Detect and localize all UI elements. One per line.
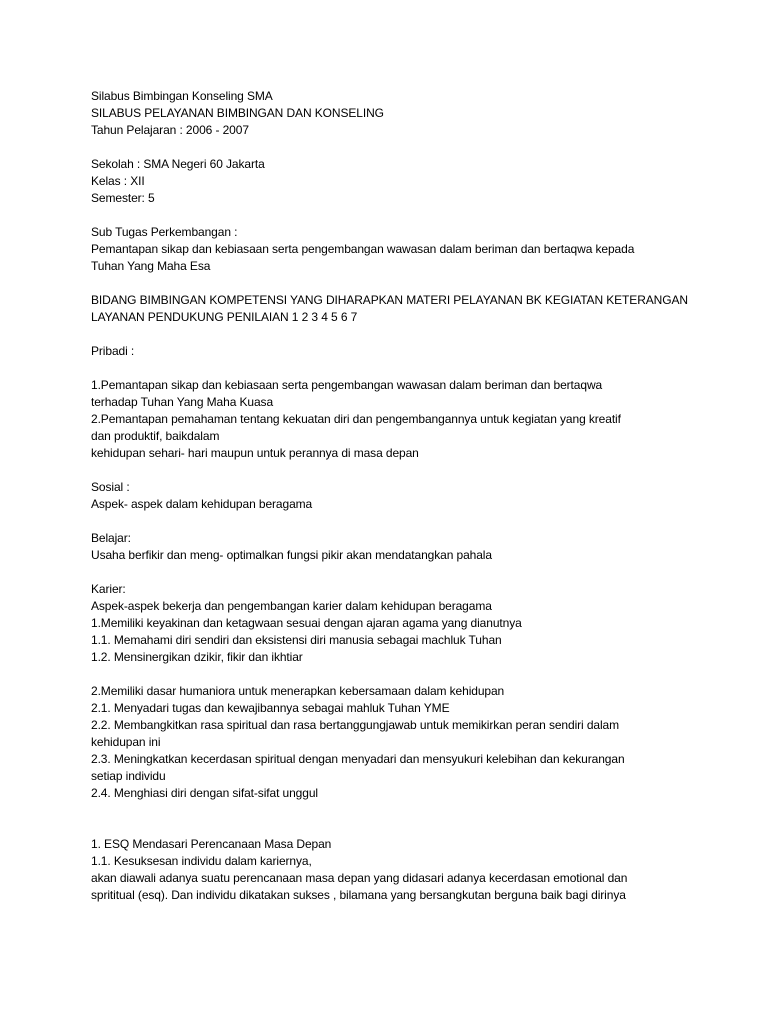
pribadi-item: dan produktif, baikdalam xyxy=(91,429,220,443)
pribadi-item: terhadap Tuhan Yang Maha Kuasa xyxy=(91,395,274,409)
spacer xyxy=(91,802,691,836)
karier-item: 1.1. Memahami diri sendiri dan eksistensi diri manusia sebagai machluk Tuhan xyxy=(91,633,502,647)
humaniora-item: 2.1. Menyadari tugas dan kewajibannya sebagai mahluk Tuhan YME xyxy=(91,701,450,715)
humaniora-item: 2.3. Meningkatkan kecerdasan spiritual dengan menyadari dan mensyukuri kelebihan dan kekurangan xyxy=(91,752,625,766)
humaniora-item: 2.Memiliki dasar humaniora untuk menerapkan kebersamaan dalam kehidupan xyxy=(91,684,505,698)
esq-item: 1.1. Kesuksesan individu dalam kariernya, xyxy=(91,854,312,868)
document-subtitle: SILABUS PELAYANAN BIMBINGAN DAN KONSELING xyxy=(91,106,384,120)
spacer xyxy=(91,360,691,377)
school-name: Sekolah : SMA Negeri 60 Jakarta xyxy=(91,157,265,171)
sosial-section xyxy=(91,479,691,513)
document-page xyxy=(91,88,691,904)
bidang-section xyxy=(91,292,691,326)
pribadi-heading: Pribadi : xyxy=(91,344,135,358)
spacer xyxy=(91,139,691,156)
humaniora-item: 2.2. Membangkitkan rasa spiritual dan rasa bertanggungjawab untuk memikirkan peran sendiri dalam xyxy=(91,718,620,732)
spacer xyxy=(91,207,691,224)
karier-heading: Karier: xyxy=(91,582,126,596)
spacer xyxy=(91,666,691,683)
spacer xyxy=(91,275,691,292)
sub-tugas-heading: Sub Tugas Perkembangan : xyxy=(91,225,238,239)
spacer xyxy=(91,462,691,479)
karier-section xyxy=(91,581,691,666)
spacer xyxy=(91,564,691,581)
esq-text: akan diawali adanya suatu perencanaan masa depan yang didasari adanya kecerdasan emotional dan xyxy=(91,871,628,885)
humaniora-item: kehidupan ini xyxy=(91,735,161,749)
belajar-section xyxy=(91,530,691,564)
document-header xyxy=(91,88,691,139)
spacer xyxy=(91,326,691,343)
spacer xyxy=(91,513,691,530)
academic-year: Tahun Pelajaran : 2006 - 2007 xyxy=(91,123,249,137)
karier-item: 1.Memiliki keyakinan dan ketagwaan sesuai dengan ajaran agama yang dianutnya xyxy=(91,616,522,630)
belajar-heading: Belajar: xyxy=(91,531,131,545)
semester-info: Semester: 5 xyxy=(91,191,155,205)
pribadi-item: 1.Pemantapan sikap dan kebiasaan serta pengembangan wawasan dalam beriman dan bertaqwa xyxy=(91,378,603,392)
class-info: Kelas : XII xyxy=(91,174,145,188)
pribadi-item: kehidupan sehari- hari maupun untuk perannya di masa depan xyxy=(91,446,419,460)
humaniora-item: 2.4. Menghiasi diri dengan sifat-sifat unggul xyxy=(91,786,318,800)
sosial-text: Aspek- aspek dalam kehidupan beragama xyxy=(91,497,313,511)
school-info xyxy=(91,156,691,207)
esq-heading: 1. ESQ Mendasari Perencanaan Masa Depan xyxy=(91,837,332,851)
sub-tugas-section xyxy=(91,224,691,275)
karier-item: 1.2. Mensinergikan dzikir, fikir dan ikhtiar xyxy=(91,650,303,664)
bidang-header-line: LAYANAN PENDUKUNG PENILAIAN 1 2 3 4 5 6 7 xyxy=(91,310,358,324)
esq-section xyxy=(91,836,691,904)
sub-tugas-text: Tuhan Yang Maha Esa xyxy=(91,259,211,273)
belajar-text: Usaha berfikir dan meng- optimalkan fungsi pikir akan mendatangkan pahala xyxy=(91,548,492,562)
pribadi-section xyxy=(91,377,691,462)
sub-tugas-text: Pemantapan sikap dan kebiasaan serta pengembangan wawasan dalam beriman dan bertaqwa kepada xyxy=(91,242,635,256)
bidang-header-line: BIDANG BIMBINGAN KOMPETENSI YANG DIHARAPKAN MATERI PELAYANAN BK KEGIATAN KETERANGAN xyxy=(91,293,688,307)
esq-text: sprititual (esq). Dan individu dikatakan sukses , bilamana yang bersangkutan berguna baik bagi dirinya xyxy=(91,888,626,902)
karier-text: Aspek-aspek bekerja dan pengembangan karier dalam kehidupan beragama xyxy=(91,599,492,613)
pribadi-item: 2.Pemantapan pemahaman tentang kekuatan diri dan pengembangannya untuk kegiatan yang kreatif xyxy=(91,412,621,426)
humaniora-item: setiap individu xyxy=(91,769,166,783)
humaniora-section xyxy=(91,683,691,802)
document-title: Silabus Bimbingan Konseling SMA xyxy=(91,89,273,103)
sosial-heading: Sosial : xyxy=(91,480,130,494)
